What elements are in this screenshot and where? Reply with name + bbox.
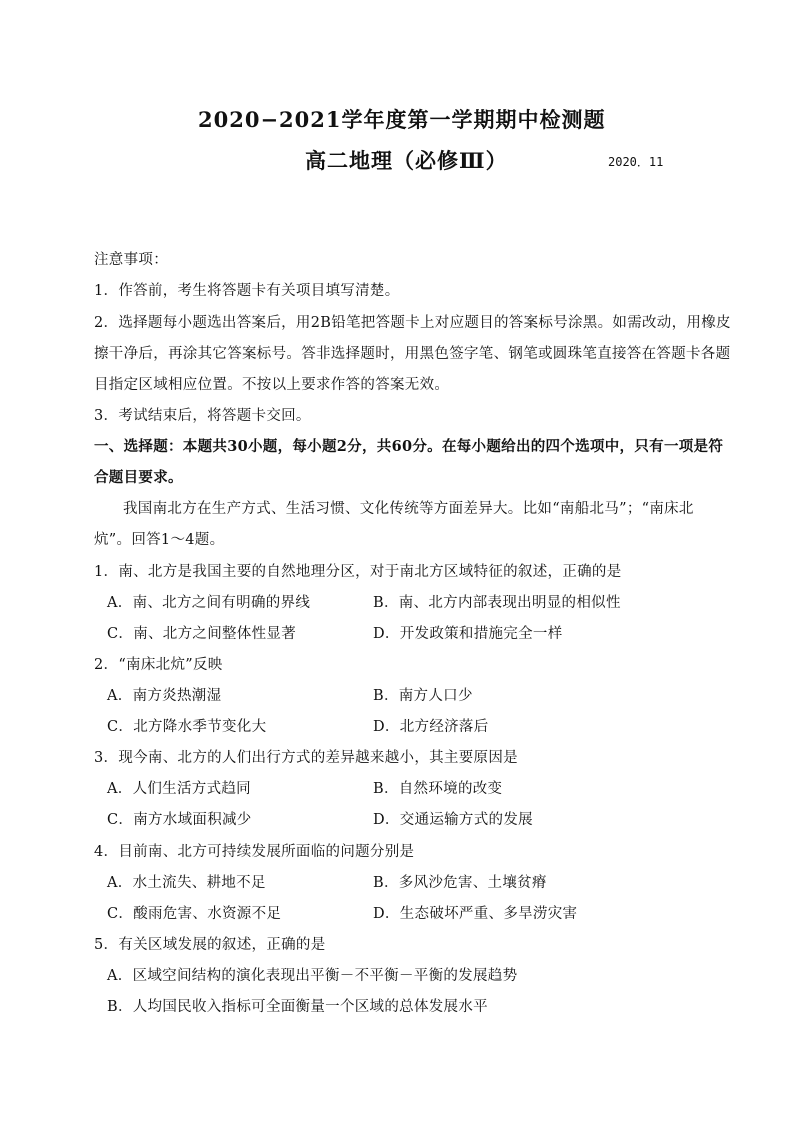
notice-item-2-line-2: 擦干净后，再涂其它答案标号。答非选择题时，用黑色签字笔、钢笔或圆珠笔直接答在答题卡各题: [94, 346, 731, 362]
question-3-option-d: D．交通运输方式的发展: [373, 812, 533, 828]
passage-line-2: 炕”。回答1～4题。: [94, 532, 225, 548]
exam-subtitle: 高二地理（必修Ⅲ）: [305, 148, 508, 173]
exam-title: 2020−2021学年度第一学期期中检测题: [198, 107, 606, 132]
question-3-option-a: A．人们生活方式趋同: [107, 781, 251, 797]
question-4-option-d: D．生态破坏严重、多旱涝灾害: [373, 906, 578, 922]
question-3-option-b: B．自然环境的改变: [373, 781, 503, 797]
question-4-option-c: C．酸雨危害、水资源不足: [107, 906, 282, 922]
question-2-option-d: D．北方经济落后: [373, 719, 489, 735]
notice-item-2-line-3: 目指定区域相应位置。不按以上要求作答的答案无效。: [94, 377, 450, 393]
question-1-stem: 1．南、北方是我国主要的自然地理分区，对于南北方区域特征的叙述，正确的是: [94, 564, 622, 580]
notice-item-3: 3．考试结束后，将答题卡交回。: [94, 408, 311, 424]
notice-item-1: 1．作答前，考生将答题卡有关项目填写清楚。: [94, 283, 400, 299]
question-2-option-c: C．北方降水季节变化大: [107, 719, 267, 735]
question-5-option-a: A．区域空间结构的演化表现出平衡－不平衡－平衡的发展趋势: [107, 968, 518, 984]
question-2-option-b: B．南方人口少: [373, 688, 473, 704]
section-1-heading-cont: 合题目要求。: [94, 469, 183, 486]
passage-line-1: 我国南北方在生产方式、生活习惯、文化传统等方面差异大。比如“南船北马”；“南床北: [123, 501, 694, 517]
question-5-stem: 5．有关区域发展的叙述，正确的是: [94, 937, 326, 953]
question-1-option-b: B．南、北方内部表现出明显的相似性: [373, 595, 621, 611]
question-3-option-c: C．南方水域面积减少: [107, 812, 252, 828]
question-1-option-c: C．南、北方之间整体性显著: [107, 626, 296, 642]
notice-heading: 注意事项：: [94, 252, 168, 268]
question-2-option-a: A．南方炎热潮湿: [107, 688, 222, 704]
section-1-heading: 一、选择题：本题共30小题，每小题2分，共60分。在每小题给出的四个选项中，只有一项是符: [94, 438, 724, 455]
question-1-option-a: A．南、北方之间有明确的界线: [107, 595, 311, 611]
question-3-stem: 3．现今南、北方的人们出行方式的差异越来越小，其主要原因是: [94, 750, 518, 766]
notice-item-2-line-1: 2．选择题每小题选出答案后，用2B铅笔把答题卡上对应题目的答案标号涂黑。如需改动，用橡皮: [94, 315, 731, 331]
question-1-option-d: D．开发政策和措施完全一样: [373, 626, 563, 642]
question-2-stem: 2．“南床北炕”反映: [94, 657, 223, 673]
exam-date: 2020．11: [608, 155, 664, 169]
question-4-option-a: A．水土流失、耕地不足: [107, 875, 266, 891]
question-5-option-b: B．人均国民收入指标可全面衡量一个区域的总体发展水平: [107, 999, 488, 1015]
question-4-stem: 4．目前南、北方可持续发展所面临的问题分别是: [94, 844, 415, 860]
question-4-option-b: B．多风沙危害、土壤贫瘠: [373, 875, 547, 891]
